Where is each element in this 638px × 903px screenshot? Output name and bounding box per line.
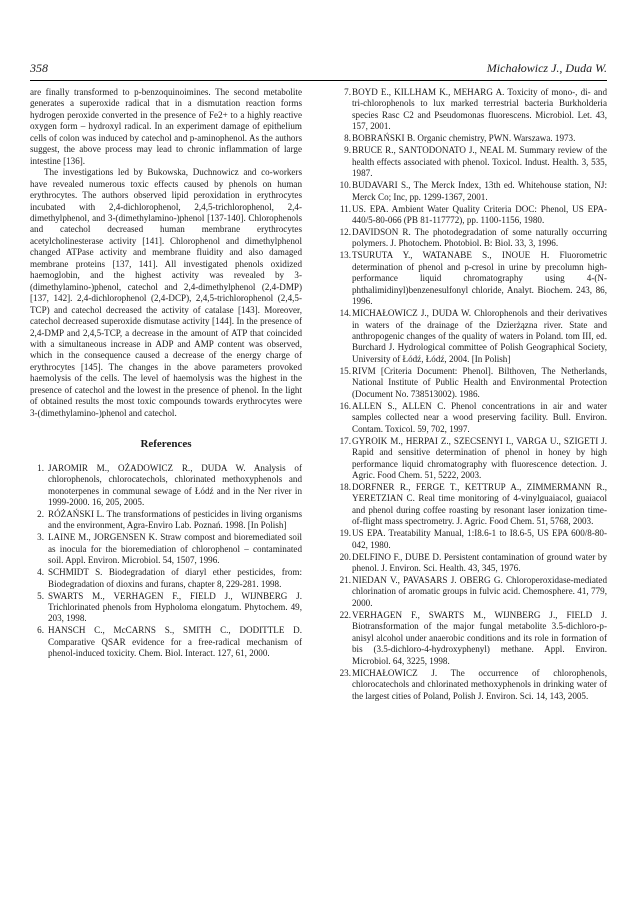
reference-item [334, 366, 607, 400]
reference-number: 15. [339, 365, 351, 376]
reference-item [334, 133, 607, 144]
reference-number: 16. [339, 400, 351, 411]
reference-text: SWARTS M., VERHAGEN F., FIELD J., WIJNBERG J. Trichlorinated phenols from Hypholoma elongatum. Phytochem. 49, 203, 1998. [48, 590, 302, 624]
left-column [30, 87, 302, 660]
reference-text: VERHAGEN F., SWARTS M., WIJNBERG J., FIELD J. Biotransformation of the major fungal metabolite 3.5-dichloro-p-anisyl alcohol under anaerobic conditions and its role in formation of bis (3.5-dichloro-4-hydroxyphenyl) methane. Appl. Environ. Microbiol. 64, 3225, 1998. [352, 609, 607, 666]
body-paragraph-2: The investigations led by Bukowska, Duchnowicz and co-workers have revealed numerous toxic effects caused by phenols on human erythrocytes. The authors observed lipid peroxidation in erythrocytes incubated with 2,4-dichlorophenol, 2,4,5-trichlorophenol, 2,4-dimethylphenol, and 3-(dimethylamino-)phenol [137-140]. Chlorophenols and catechol decreased human membrane erythrocytes acetylcholinesterase activity [141]. Chlorophenol and dimethylphenol changed ATPase activity and membrane fluidity and also damaged membrane proteins [137, 141]. All investigated phenols oxidized haemoglobin, and the highest activity was revealed by 3-(dimethylamino-)phenol, catechol and 2,4-dimethylphenol (2,4-DMP) [137, 142]. 2,4-dichlorophenol (2,4-DCP), 2,4,5-trichlorophenol (2,4,5-TCP) and catechol decreased the activity of catalase [143]. Moreover, catechol decreased superoxide dismutase activity [144]. In the presence of 2,4-DMP and 2,4,5-TCP, a decrease in the amount of ATP that coincided with a simultaneous increase in ADP and AMP content was observed, which in the consequence caused a decrease of the energy charge of erythrocytes [145]. The changes in the above parameters provoked haemolysis of the cells. The level of haemolysis was the highest in the presence of catechol and the lowest in the presence of phenol. In the light of obtained results the most toxic compounds towards erythrocytes were 3-(dimethylamino-)phenol and catechol. [30, 167, 302, 418]
reference-item [334, 204, 607, 227]
reference-text: GYROIK M., HERPAI Z., SZECSENYI I., VARGA U., SZIGETI J. Rapid and sensitive determination of phenol in honey by high performance liquid chromatography with fluorescence detection. J. Agric. Food Chem. 51, 5222, 2003. [352, 435, 607, 480]
reference-item [334, 250, 607, 307]
reference-text: BOBRAŃSKI B. Organic chemistry, PWN. Warszawa. 1973. [352, 133, 576, 144]
reference-item [30, 463, 302, 509]
reference-number: 13. [339, 250, 351, 261]
reference-text: DELFINO F., DUBE D. Persistent contamination of ground water by phenol. J. Environ. Sci. Health. 43, 345, 1976. [352, 551, 607, 574]
reference-text: JAROMIR M., OŻADOWICZ R., DUDA W. Analysis of chlorophenols, chlorocatechols, chlorinated methoxyphenols and monoterpenes in communal sewage of Łódź and in the Ner river in 1999-2000. 16, 205, 2005. [48, 462, 302, 507]
reference-item [334, 436, 607, 482]
reference-number: 17. [339, 435, 351, 446]
reference-number: 22. [339, 609, 351, 620]
references-list-right [334, 87, 607, 702]
page-number: 358 [30, 61, 48, 75]
reference-item [30, 625, 302, 659]
reference-number: 20. [339, 551, 351, 562]
reference-number: 1. [37, 462, 44, 473]
reference-number: 12. [339, 226, 351, 237]
reference-item [334, 180, 607, 203]
reference-number: 10. [339, 180, 351, 191]
reference-item [334, 575, 607, 609]
reference-item [334, 227, 607, 250]
running-header [30, 61, 607, 79]
reference-number: 6. [37, 625, 44, 636]
reference-text: DAVIDSON R. The photodegradation of some naturally occurring polymers. J. Photochem. Photobiol. B: Biol. 33, 3, 1996. [352, 226, 607, 249]
reference-text: NIEDAN V., PAVASARS J. OBERG G. Chloroperoxidase-mediated chlorination of aromatic groups in fulvic acid. Chemosphere. 41, 779, 2000. [352, 575, 607, 608]
reference-number: 3. [37, 532, 44, 543]
reference-number: 5. [37, 590, 44, 601]
reference-number: 14. [339, 308, 351, 319]
reference-number: 23. [339, 667, 351, 678]
reference-number: 21. [339, 575, 351, 586]
reference-item [334, 552, 607, 575]
reference-text: BOYD E., KILLHAM K., MEHARG A. Toxicity of mono-, di- and tri-chlorophenols to lux marked terrestrial bacteria Burkholderia species Rasc C2 and Pseudomonas fluorescens. Microbiol. Let. 43, 157, 2001. [352, 87, 607, 132]
reference-text: LAINE M., JORGENSEN K. Straw compost and bioremediated soil as inocula for the bioremediation of chlorophenol – contaminated soil. Appl. Environ. Microbiol. 54, 1507, 1996. [48, 532, 302, 566]
reference-text: ALLEN S., ALLEN C. Phenol concentrations in air and water samples collected near a wood preserving facility. Bull. Environ. Contam. Toxicol. 59, 702, 1997. [352, 400, 607, 434]
reference-item [334, 87, 607, 133]
reference-number: 8. [344, 133, 351, 144]
reference-text: RÓŻAŃSKI L. The transformations of pesticides in living organisms and the environment, Agra-Enviro Lab. Poznań. 1998. [In Polish] [48, 508, 302, 531]
reference-item [334, 482, 607, 528]
reference-text: US. EPA. Ambient Water Quality Criteria DOC: Phenol, US EPA-440/5-80-066 (PB 81-117772), pp. 1100-1156, 1980. [352, 203, 607, 225]
reference-text: DORFNER R., FERGE T., KETTRUP A., ZIMMERMANN R., YERETZIAN C. Real time monitoring of 4-vinylguaiacol, guaiacol and phenol during coffee roasting by resonant laser ionization time-of-flight mass spectrometry. J. Agric. Food Chem. 51, 5768, 2003. [352, 481, 607, 527]
reference-text: MICHAŁOWICZ J. The occurrence of chlorophenols, chlorocatechols and chlorinated methoxyphenols in drinking water of the largest cities of Poland, Polish J. Environ. Sci. 14, 143, 2005. [352, 667, 607, 701]
reference-number: 4. [37, 567, 44, 578]
reference-item [334, 610, 607, 667]
references-heading: References [140, 438, 192, 451]
reference-text: BUDAVARI S., The Merck Index, 13th ed. Whitehouse station, NJ: Merck Co; Inc, pp. 1299-1367, 2001. [352, 180, 607, 202]
reference-number: 2. [37, 508, 44, 519]
reference-text: SCHMIDT S. Biodegradation of diaryl ether pesticides, from: Biodegradation of dioxins and furans, chapter 8, 229-281. 1998. [48, 567, 302, 589]
reference-item [30, 532, 302, 566]
references-list-left [30, 463, 302, 660]
reference-item [334, 401, 607, 435]
reference-text: TSURUTA Y., WATANABE S., INOUE H. Fluorometric determination of phenol and p-cresol in urine by precolumn high-performance liquid chromatography using 4-(N-phthalimidinyl)benzenesulfonyl chloride, Analyt. Biochem. 243, 86, 1996. [352, 250, 607, 307]
reference-text: HANSCH C., McCARNS S., SMITH C., DODITTLE D. Comparative QSAR evidence for a free-radical mechanism of phenol-induced toxicity. Chem. Biol. Interact. 127, 61, 2000. [48, 625, 302, 659]
reference-number: 9. [344, 145, 351, 156]
reference-number: 18. [339, 481, 351, 492]
reference-number: 11. [339, 203, 351, 214]
header-rule [30, 80, 607, 81]
reference-item [334, 308, 607, 365]
reference-item [30, 509, 302, 532]
reference-text: BRUCE R., SANTODONATO J., NEAL M. Summary review of the health effects associated with phenol. Toxicol. Indust. Health. 3, 535, 1987. [352, 145, 607, 179]
right-column [334, 87, 607, 703]
reference-item [30, 567, 302, 590]
reference-item [334, 145, 607, 179]
reference-item [30, 591, 302, 625]
reference-number: 19. [339, 528, 351, 539]
reference-text: US EPA. Treatability Manual, 1:I8.6-1 to I8.6-5, US EPA 600/8-80-042, 1980. [352, 528, 607, 550]
running-head-authors: Michałowicz J., Duda W. [486, 61, 607, 75]
reference-number: 7. [344, 87, 351, 97]
reference-item [334, 668, 607, 702]
body-paragraph-1: are finally transformed to p-benzoquinoimines. The second metabolite generates a superoxide radical that in a dismutation reaction forms hydrogen peroxide converted in the presence of Fe2+ to a highly reactive oxygen form – hydroxyl radical. In an experiment damage of epithelium cells of colon was induced by catechol and p-aminophenol. As the authors suggest, the above process may lead to chronic inflammation of large intestine [136]. [30, 87, 302, 166]
reference-item [334, 528, 607, 551]
reference-text: RIVM [Criteria Document: Phenol]. Bilthoven, The Netherlands, National Institute of Public Health and Environmental Protection (Document No. 738513002). 1986. [352, 365, 607, 399]
reference-text: MICHAŁOWICZ J., DUDA W. Chlorophenols and their derivatives in waters of the drainage of the Dzierżązna river. State and anthropogenic changes of the quality of waters in Poland. tom III, ed. Burchard J. Hydrological committee of Polish Geographical Society, University of Łódź, Łódź, 2004. [In Polish] [352, 308, 607, 364]
